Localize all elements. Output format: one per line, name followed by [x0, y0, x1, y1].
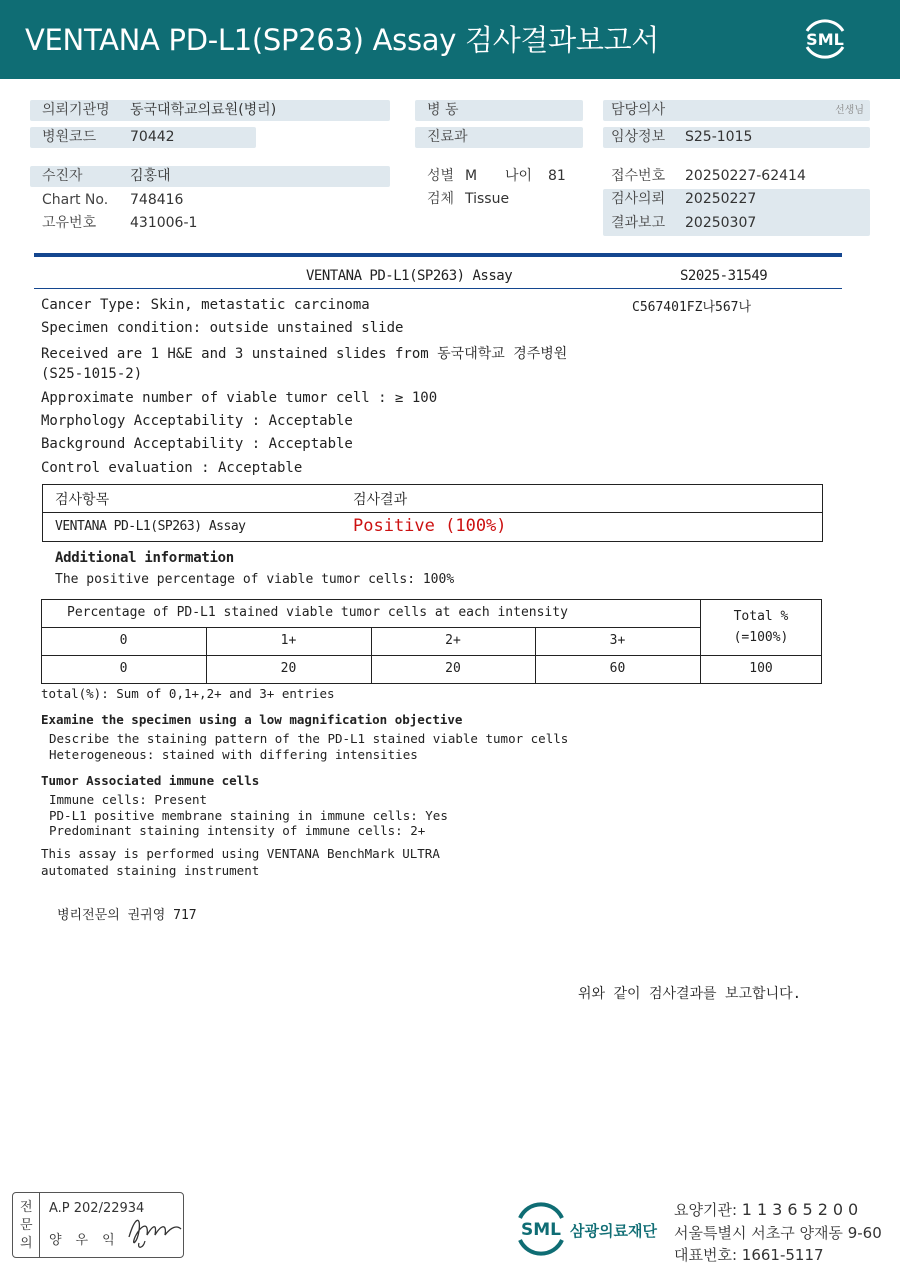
institution-field: [30, 100, 390, 121]
immune-title: Tumor Associated immune cells: [41, 773, 260, 788]
total-header-2: (=100%): [733, 630, 789, 645]
block-code: C567401FZ나567나: [632, 300, 752, 315]
report-line: Specimen condition: outside unstained slide: [41, 320, 404, 336]
stamp-ap-number: A.P 202/22934: [49, 1201, 145, 1216]
unique-field: [30, 213, 330, 234]
additional-title: Additional information: [55, 550, 234, 566]
clinical-field: [603, 127, 870, 148]
organization-logo: [512, 1200, 662, 1256]
pathologist: 병리전문의 권귀영 717: [57, 908, 197, 923]
examine-line: Describe the staining pattern of the PD-L1 stained viable tumor cells: [49, 731, 569, 746]
unique-label: 고유번호: [42, 215, 97, 231]
phone-value: 1661-5117: [741, 1246, 824, 1264]
examine-line: Heterogeneous: stained with differing intensities: [49, 747, 418, 762]
signature-icon: [125, 1207, 185, 1251]
value-cell: 20: [445, 661, 461, 676]
chart-field: [30, 190, 330, 211]
total-header-1: Total %: [733, 609, 789, 624]
closing-statement: 위와 같이 검사결과를 보고합니다.: [578, 986, 802, 1002]
chart-value: 748416: [130, 192, 184, 208]
value-cell: 20: [280, 661, 297, 676]
specimen-value: Tissue: [465, 191, 510, 207]
clinical-value: S25-1015: [685, 129, 753, 145]
receipt-value: 20250227-62414: [685, 168, 806, 184]
report-value: 20250307: [685, 215, 757, 231]
request-label: 검사의뢰: [611, 191, 666, 207]
sml-org-logo-icon: [512, 1200, 570, 1256]
stamp-divider: [39, 1193, 40, 1257]
sex-label: 성별: [427, 168, 455, 184]
sml-logo-icon: [799, 13, 851, 65]
patient-value: 김홍대: [130, 168, 171, 184]
report-line: (S25-1015-2): [41, 366, 143, 382]
facility-code-label: 요양기관:: [674, 1201, 742, 1219]
org-name: 삼광의료재단: [570, 1222, 657, 1240]
assay-note: This assay is performed using VENTANA BenchMark ULTRA: [41, 846, 440, 861]
institution-label: 의뢰기관명: [42, 102, 110, 118]
value-cell: 60: [609, 661, 626, 676]
report-line: Received are 1 H&E and 3 unstained slides from 동국대학교 경주병원: [41, 346, 568, 362]
age-label: 나이: [505, 168, 533, 184]
result-col-item: 검사항목: [55, 492, 110, 508]
doctor-suffix: 선생님: [835, 105, 864, 116]
org-logo-text: SML: [521, 1220, 561, 1240]
logo-text: SML: [806, 30, 844, 49]
chart-label: Chart No.: [42, 192, 109, 208]
value-cell: 0: [119, 661, 128, 676]
intensity-header: Percentage of PD-L1 stained viable tumor cells at each intensity: [67, 605, 568, 620]
assay-title: VENTANA PD-L1(SP263) Assay: [306, 268, 513, 284]
report-line: Approximate number of viable tumor cell : ≥ 100: [41, 390, 438, 406]
specimen-label: 검체: [427, 191, 455, 207]
specialist-stamp: [12, 1192, 184, 1258]
hospital-code-label: 병원코드: [42, 129, 97, 145]
report-line: Background Acceptability : Acceptable: [41, 436, 353, 452]
age-value: 81: [548, 168, 566, 184]
blue-divider: [34, 253, 842, 257]
report-line: Cancer Type: Skin, metastatic carcinoma: [41, 297, 370, 313]
level-cell: 1+: [280, 633, 297, 648]
report-line: Control evaluation : Acceptable: [41, 460, 303, 476]
institution-value: 동국대학교의료원(병리): [130, 102, 277, 118]
result-item: VENTANA PD-L1(SP263) Assay: [55, 519, 246, 534]
level-cell: 2+: [445, 633, 461, 648]
hospital-code-field: [30, 127, 256, 148]
result-value: Positive (100%): [353, 516, 507, 536]
hospital-code-value: 70442: [130, 129, 175, 145]
stamp-name: 양우익: [49, 1233, 129, 1248]
request-report-field: [603, 189, 870, 236]
report-title: VENTANA PD-L1(SP263) Assay 검사결과보고서: [25, 23, 659, 57]
level-cell: 0: [119, 633, 128, 648]
patient-field: [30, 166, 390, 187]
immune-line: Predominant staining intensity of immune cells: 2+: [49, 823, 426, 838]
receipt-label: 접수번호: [611, 168, 666, 184]
ward-label: 병 동: [427, 102, 459, 118]
department-field: [415, 127, 583, 148]
level-cell: 3+: [609, 633, 626, 648]
department-label: 진료과: [427, 129, 468, 145]
page-header: [0, 0, 900, 79]
sex-value: M: [465, 168, 478, 184]
total-value: 100: [749, 661, 773, 676]
doctor-field: [603, 100, 870, 121]
assay-note: automated staining instrument: [41, 863, 260, 878]
case-number: S2025-31549: [680, 268, 768, 284]
patient-label: 수진자: [42, 168, 83, 184]
phone-line: [674, 1244, 824, 1265]
result-col-result: 검사결과: [353, 492, 408, 508]
additional-text: The positive percentage of viable tumor cells: 100%: [55, 572, 455, 587]
ward-field: [415, 100, 583, 121]
facility-code-line: [674, 1199, 863, 1220]
thin-divider: [34, 288, 842, 289]
phone-label: 대표번호:: [674, 1246, 742, 1264]
facility-code-value: 11365200: [741, 1200, 864, 1219]
result-table-divider: [42, 512, 823, 513]
report-line: Morphology Acceptability : Acceptable: [41, 413, 353, 429]
unique-value: 431006-1: [130, 215, 198, 231]
stamp-vertical-label: 전문의: [20, 1200, 33, 1251]
request-value: 20250227: [685, 191, 757, 207]
examine-title: Examine the specimen using a low magnification objective: [41, 712, 463, 727]
sex-age-field: [415, 166, 595, 187]
receipt-field: [603, 166, 870, 187]
intensity-divider-2: [41, 655, 822, 656]
immune-line: Immune cells: Present: [49, 792, 208, 807]
specimen-field: [415, 189, 595, 210]
total-note: total(%): Sum of 0,1+,2+ and 3+ entries: [41, 686, 335, 701]
clinical-label: 임상정보: [611, 129, 666, 145]
immune-line: PD-L1 positive membrane staining in immune cells: Yes: [49, 808, 448, 823]
report-label: 결과보고: [611, 215, 666, 231]
doctor-label: 담당의사: [611, 102, 666, 118]
address: 서울특별시 서초구 양재동 9-60: [674, 1224, 882, 1242]
